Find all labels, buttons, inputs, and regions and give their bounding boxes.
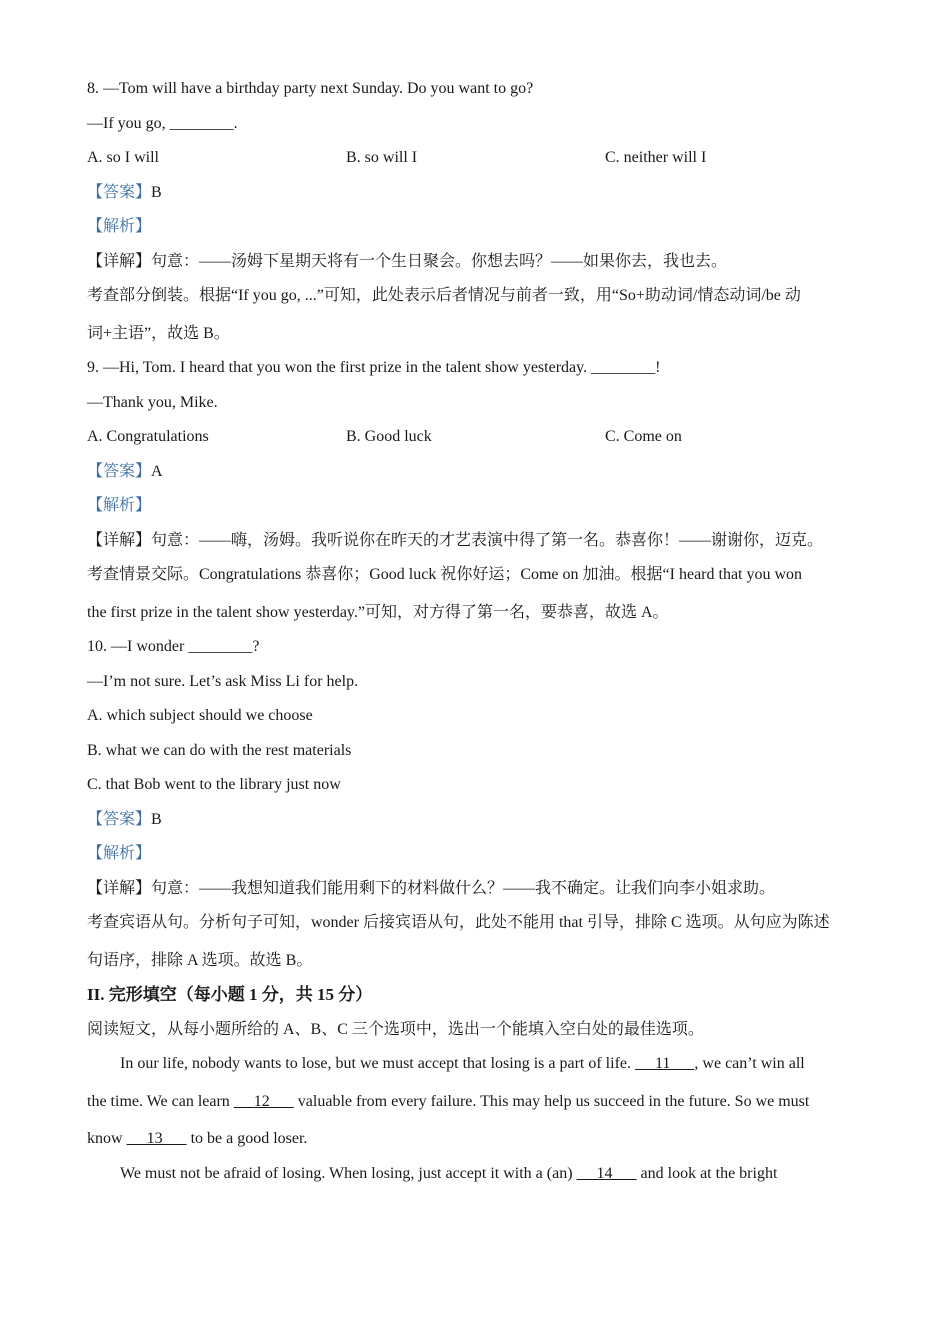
question-10-stem: 10. —I wonder ________?: [87, 638, 260, 655]
question-10-explanation-line-2: 句语序，排除 A 选项。故选 B。: [87, 951, 313, 969]
section-instruction: 阅读短文，从每小题所给的 A、B、C 三个选项中，选出一个能填入空白处的最佳选项。: [87, 1020, 704, 1038]
analysis-tag: 【解析】: [87, 497, 152, 514]
question-9-explanation-line-1: 考查情景交际。Congratulations 恭喜你；Good luck 祝你好运；Come on 加油。根据“I heard that you won: [87, 566, 803, 583]
detail-text: 句意：——我想知道我们能用剩下的材料做什么？——我不确定。让我们向李小姐求助。: [151, 879, 776, 897]
blank-14: 14: [576, 1164, 637, 1182]
detail-tag: 【详解】: [87, 879, 152, 897]
question-8-answer: [87, 182, 867, 204]
question-8-reply: —If you go, ________.: [87, 114, 238, 132]
section-title: II. 完形填空（每小题 1 分，共 15 分）: [87, 985, 373, 1004]
answer-tag: 【答案】: [87, 462, 152, 480]
question-10-explanation-line-1: 考查宾语从句。分析句子可知，wonder 后接宾语从句，此处不能用 that 引导，排除 C 选项。从句应为陈述: [87, 914, 830, 931]
question-10-detail: [87, 878, 867, 900]
question-10-option-a: A. which subject should we choose: [87, 707, 313, 724]
question-9-explanation-line-2: the first prize in the talent show yesterday.”可知，对方得了第一名，要恭喜，故选 A。: [87, 603, 669, 621]
question-9-option-c: C. Come on: [605, 428, 682, 445]
question-10-option-c: C. that Bob went to the library just now: [87, 776, 341, 793]
question-8-option-b: B. so will I: [346, 149, 418, 166]
question-9-option-b: B. Good luck: [346, 428, 432, 445]
question-10-option-b: B. what we can do with the rest materials: [87, 741, 352, 759]
blank-12: 12: [233, 1092, 294, 1110]
question-10-answer: [87, 809, 867, 831]
question-8-options: [87, 147, 867, 169]
detail-text: 句意：——嗨，汤姆。我听说你在昨天的才艺表演中得了第一名。恭喜你！——谢谢你，迈克。: [151, 531, 824, 549]
answer-tag: 【答案】: [87, 810, 152, 828]
passage-text: valuable from every failure. This may help us succeed in the future. So we must: [293, 1092, 810, 1110]
passage-line-3: [87, 1128, 867, 1150]
question-8-option-a: A. so I will: [87, 149, 159, 166]
answer-value: B: [151, 810, 162, 828]
analysis-tag: 【解析】: [87, 845, 152, 862]
question-9-reply: —Thank you, Mike.: [87, 393, 218, 411]
detail-tag: 【详解】: [87, 252, 152, 270]
answer-value: A: [151, 462, 163, 480]
passage-text: the time. We can learn: [87, 1092, 234, 1110]
question-10-reply: —I’m not sure. Let’s ask Miss Li for help.: [87, 672, 359, 690]
passage-line-1: [87, 1053, 867, 1075]
passage-text: In our life, nobody wants to lose, but we must accept that losing is a part of life.: [120, 1055, 635, 1072]
passage-text: and look at the bright: [636, 1164, 778, 1182]
passage-text: know: [87, 1130, 127, 1147]
answer-value: B: [151, 183, 162, 201]
answer-tag: 【答案】: [87, 183, 152, 201]
question-9-analysis: [87, 495, 867, 517]
detail-tag: 【详解】: [87, 531, 152, 549]
question-8-analysis: [87, 216, 867, 238]
question-8-detail: [87, 251, 867, 273]
question-9-stem: 9. —Hi, Tom. I heard that you won the first prize in the talent show yesterday. ________!: [87, 359, 661, 376]
question-8-option-c: C. neither will I: [605, 149, 707, 166]
passage-text: We must not be afraid of losing. When losing, just accept it with a (an): [120, 1164, 577, 1182]
question-9-detail: [87, 530, 867, 552]
detail-text: 句意：——汤姆下星期天将有一个生日聚会。你想去吗？——如果你去，我也去。: [151, 252, 728, 270]
question-9-options: [87, 426, 867, 448]
document-page: [87, 78, 867, 1185]
passage-text: to be a good loser.: [186, 1130, 308, 1147]
question-9-option-a: A. Congratulations: [87, 428, 209, 445]
blank-13: 13: [126, 1130, 187, 1147]
question-9-answer: [87, 461, 867, 483]
question-8-stem: 8. —Tom will have a birthday party next Sunday. Do you want to go?: [87, 80, 534, 97]
question-8-explanation-line-2: 词+主语”，故选 B。: [87, 324, 230, 342]
passage-line-2: [87, 1091, 867, 1113]
passage-text: , we can’t win all: [694, 1055, 805, 1072]
passage-line-4: [87, 1163, 867, 1185]
question-8-explanation-line-1: 考查部分倒装。根据“If you go, ...”可知，此处表示后者情况与前者一致，用“So+助动词/情态动词/be 动: [87, 287, 801, 304]
analysis-tag: 【解析】: [87, 218, 152, 235]
blank-11: 11: [635, 1055, 695, 1072]
question-10-analysis: [87, 843, 867, 865]
